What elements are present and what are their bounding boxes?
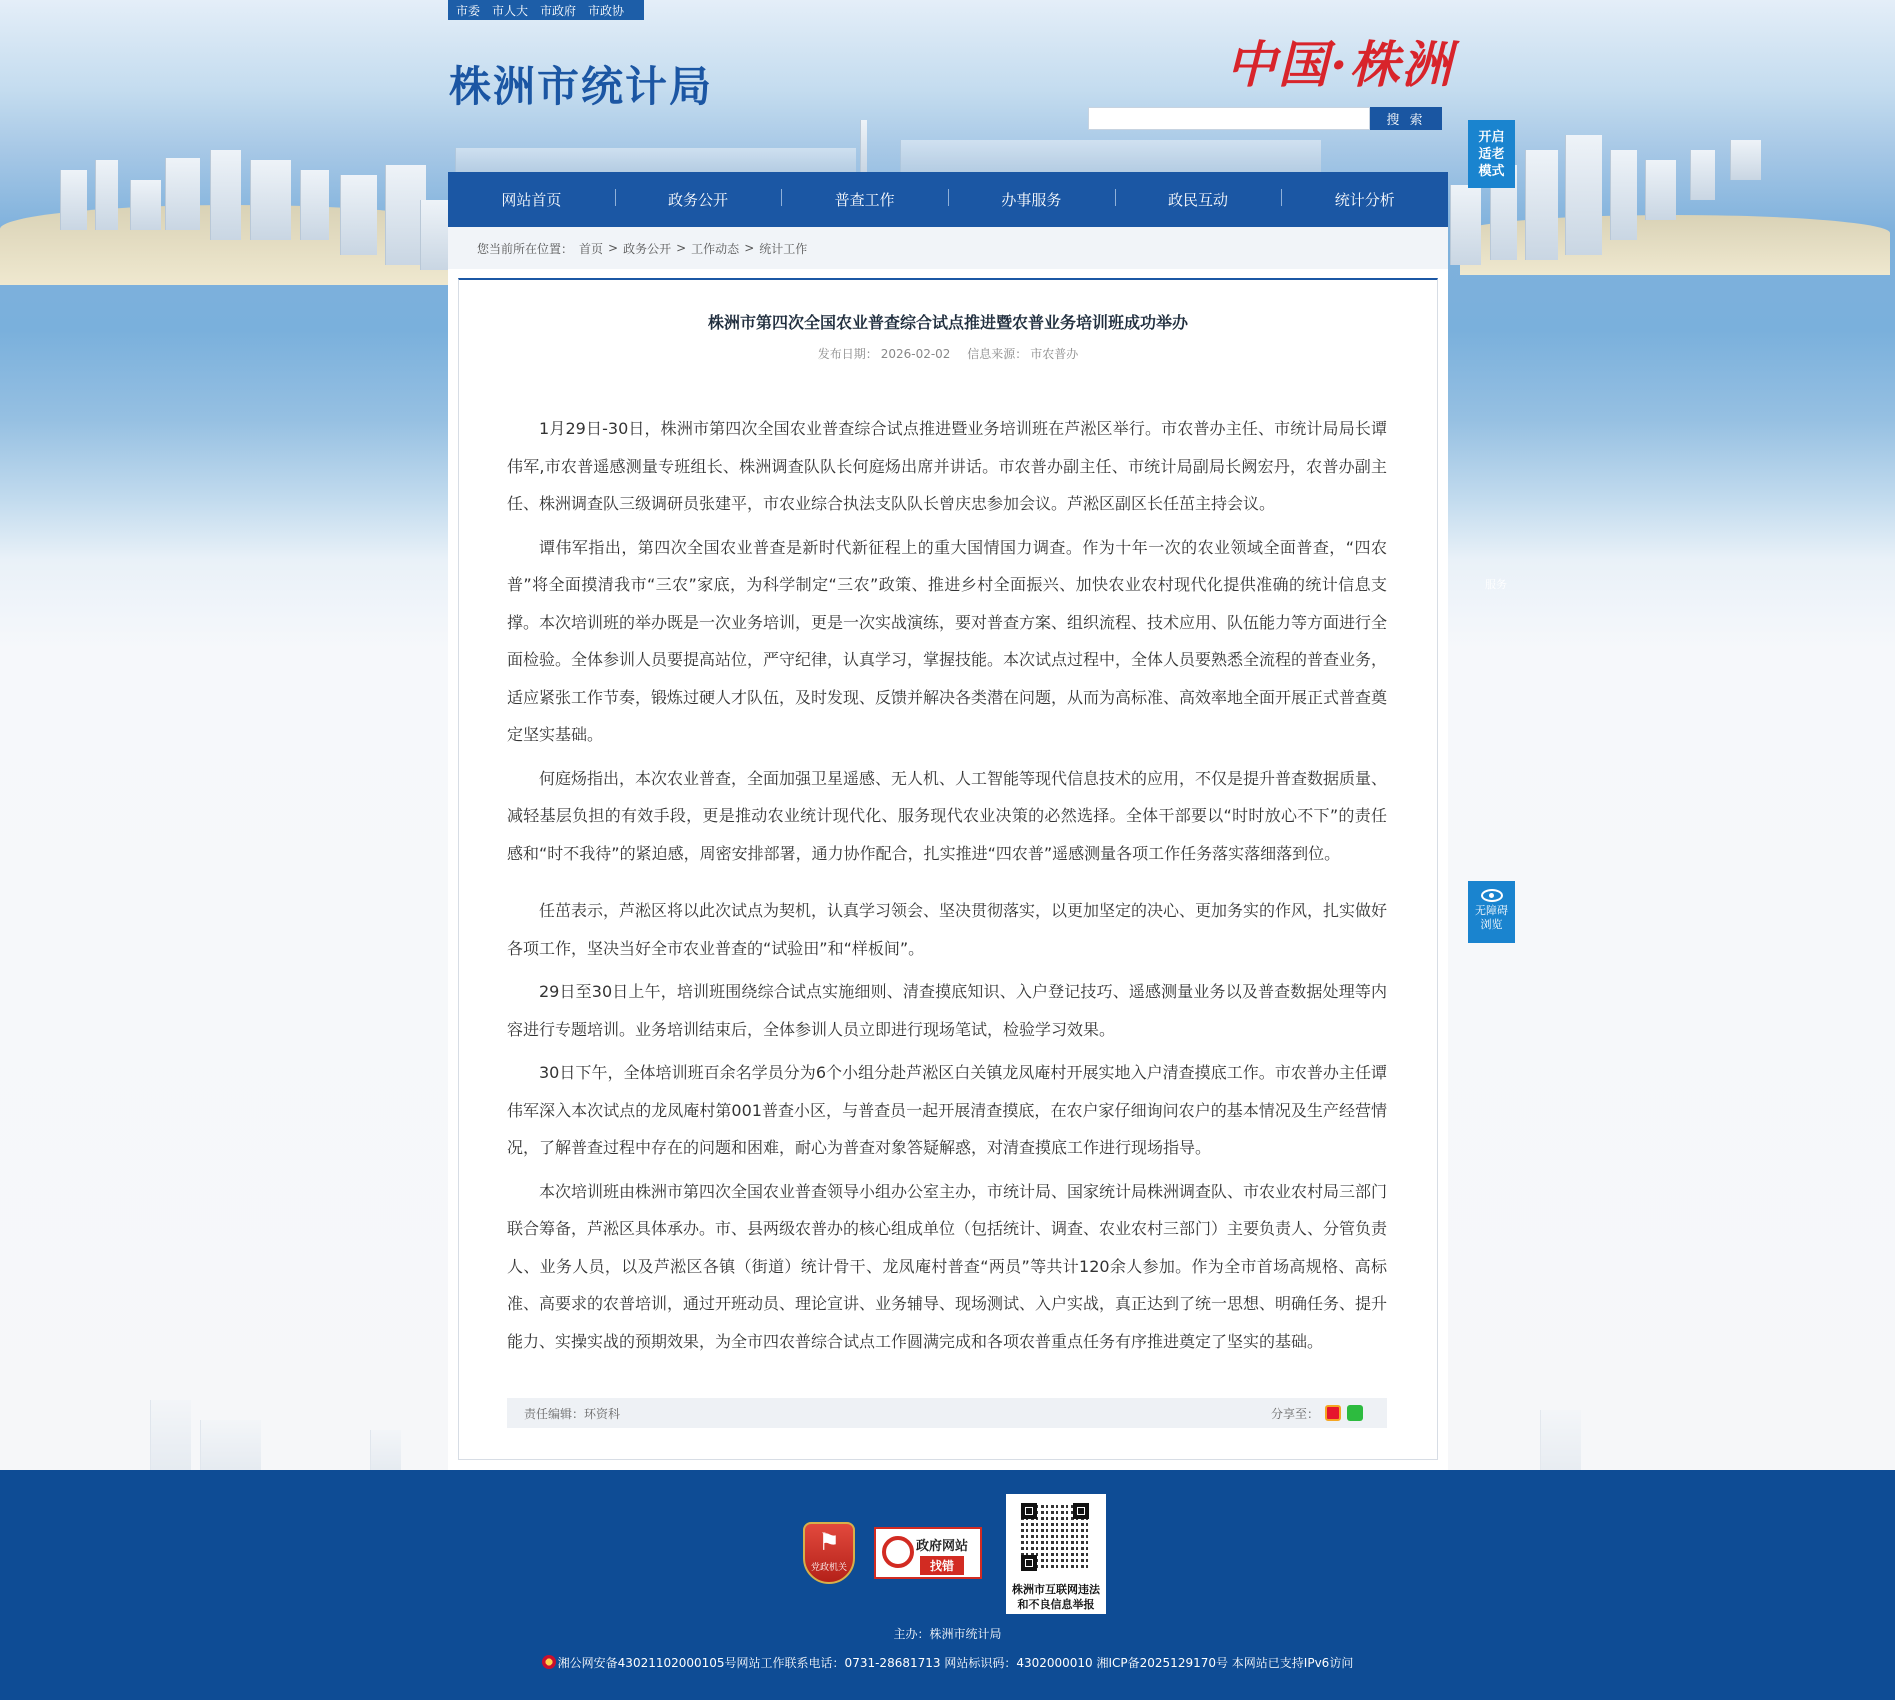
breadcrumb-separator: > <box>676 241 687 255</box>
elder-mode-label-3: 模式 <box>1478 164 1505 179</box>
publish-date: 2026-02-02 <box>880 347 951 361</box>
top-link-cppcc[interactable]: 市政协 <box>588 3 625 18</box>
editor-name: 环资科 <box>584 1406 621 1421</box>
emblem-icon: ⚑ <box>818 1528 840 1556</box>
top-links-bar <box>448 0 644 20</box>
qr-corner-icon <box>1021 1503 1037 1519</box>
editor-bar <box>507 1398 1387 1428</box>
article-paragraph: 1月29日-30日，株洲市第四次全国农业普查综合试点推进暨业务培训班在芦淞区举行。市农普办主任、市统计局局长谭伟军,市农普遥感测量专班组长、株洲调查队队长何庭炀出席并讲话。市农普办副主任、市统计局副局长阙宏丹，农普办副主任、株洲调查队三级调研员张建平，市农业综合执法支队队长曾庆忠参加会议。芦淞区副区长任茁主持会议。 <box>507 419 1387 513</box>
nav-government-affairs[interactable]: 政务公开 <box>615 189 782 210</box>
breadcrumb-separator: > <box>608 241 619 255</box>
top-link-government[interactable]: 市政府 <box>540 3 577 18</box>
elder-mode-label-2: 适老 <box>1478 147 1505 162</box>
nav-statistical-analysis[interactable]: 统计分析 <box>1281 189 1448 210</box>
article-body <box>507 410 1387 1366</box>
qr-corner-icon <box>1021 1555 1037 1571</box>
wechat-share-icon[interactable] <box>1347 1405 1363 1421</box>
qr-caption <box>1006 1582 1106 1612</box>
article-paragraph: 任茁表示，芦淞区将以此次试点为契机，认真学习领会、坚决贯彻落实，以更加坚定的决心、更加务实的作风，扎实做好各项工作，坚决当好全市农业普查的“试验田”和“样板间”。 <box>507 901 1388 958</box>
find-error-badge[interactable] <box>874 1527 982 1579</box>
brand-calligraphy: 中国·株洲 <box>1226 35 1454 94</box>
nav-services[interactable]: 办事服务 <box>948 189 1115 210</box>
share-area <box>1271 1405 1363 1422</box>
report-qr-code[interactable] <box>1006 1494 1106 1614</box>
qr-caption-line1: 株洲市互联网违法 <box>1012 1583 1100 1596</box>
find-error-line1: 政府网站 <box>916 1539 969 1554</box>
source-label: 信息来源： <box>967 347 1028 361</box>
breadcrumb-government-affairs[interactable]: 政务公开 <box>623 241 672 256</box>
editor-label: 责任编辑： <box>524 1406 585 1421</box>
police-badge-icon <box>542 1655 556 1669</box>
source: 市农普办 <box>1030 347 1079 361</box>
nav-interaction[interactable]: 政民互动 <box>1115 189 1282 210</box>
footer-license <box>0 1654 1895 1671</box>
qr-corner-icon <box>1073 1503 1089 1519</box>
top-link-party-committee[interactable]: 市委 <box>456 3 481 18</box>
article-paragraph: 谭伟军指出，第四次全国农业普查是新时代新征程上的重大国情国力调查。作为十年一次的农业领域全面普查，“四农普”将全面摸清我市“三农”家底，为科学制定“三农”政策、推进乡村全面振兴、加快农业农村现代化提供准确的统计信息支撑。本次培训班的举办既是一次业务培训，更是一次实战演练，要对普查方案、组织流程、技术应用、队伍能力等方面进行全面检验。全体参训人员要提高站位，严守纪律，认真学习，掌握技能。本次试点过程中，全体人员要熟悉全流程的普查业务，适应紧张工作节奏，锻炼过硬人才队伍，及时发现、反馈并解决各类潜在问题，从而为高标准、高效率地全面开展正式普查奠定坚实基础。 <box>507 537 1388 744</box>
article-title: 株洲市第四次全国农业普查综合试点推进暨农普业务培训班成功举办 <box>707 313 1188 332</box>
badge-text: 党政机关 <box>810 1563 847 1573</box>
footer <box>0 1470 1895 1700</box>
weibo-share-icon[interactable] <box>1325 1405 1341 1421</box>
breadcrumb-work-news[interactable]: 工作动态 <box>691 241 740 256</box>
article-meta <box>448 345 1448 362</box>
find-error-line2: 找错 <box>920 1556 964 1575</box>
breadcrumb-label: 您当前所在位置： <box>477 241 574 256</box>
article-paragraph: 29日至30日上午，培训班围绕综合试点实施细则、清查摸底知识、入户登记技巧、遥感测量业务以及普查数据处理等内容进行专题培训。业务培训结束后，全体参训人员立即进行现场笔试，检验学习效果。 <box>507 982 1387 1039</box>
eye-icon <box>1481 889 1503 902</box>
search-input[interactable] <box>1088 107 1370 130</box>
accessible-label-1: 无障碍 <box>1475 904 1508 917</box>
nav-home[interactable]: 网站首页 <box>501 191 562 209</box>
article-paragraph: 本次培训班由株洲市第四次全国农业普查领导小组办公室主办，市统计局、国家统计局株洲调查队、市农业农村局三部门联合筹备，芦淞区具体承办。市、县两级农普办的核心组成单位（包括统计、调查、农业农村三部门）主要负责人、分管负责人、业务人员，以及芦淞区各镇（街道）统计骨干、龙凤庵村普查“两员”等共计120余人参加。作为全市首场高规格、高标准、高要求的农普培训，通过开班动员、理论宣讲、业务辅导、现场测试、入户实战，真正达到了统一思想、明确任务、提升能力、实操实战的预期效果，为全市四农普综合试点工作圆满完成和各项农普重点任务有序推进奠定了坚实的基础。 <box>507 1181 1388 1351</box>
breadcrumb <box>448 227 1448 269</box>
search-button[interactable]: 搜 索 <box>1370 107 1442 130</box>
main-nav <box>448 172 1448 227</box>
site-title[interactable]: 株洲市统计局 <box>449 62 714 111</box>
accessible-label-2: 浏览 <box>1480 918 1503 931</box>
party-gov-badge[interactable] <box>803 1522 855 1584</box>
footer-host: 主办：株洲市统计局 <box>893 1627 1002 1641</box>
elder-mode-button[interactable] <box>1468 120 1515 188</box>
breadcrumb-home[interactable]: 首页 <box>579 241 604 256</box>
date-label: 发布日期： <box>817 347 878 361</box>
search-bar <box>1088 107 1448 130</box>
side-small-label: 服务 <box>1485 578 1507 591</box>
magnifier-icon <box>882 1536 914 1568</box>
qr-caption-line2: 和不良信息举报 <box>1017 1598 1095 1611</box>
breadcrumb-statistical-work[interactable]: 统计工作 <box>759 241 808 256</box>
article-paragraph: 30日下午，全体培训班百余名学员分为6个小组分赴芦淞区白关镇龙凤庵村开展实地入户清查摸底工作。市农普办主任谭伟军深入本次试点的龙凤庵村第001普查小区，与普查员一起开展清查摸底，在农户家仔细询问农户的基本情况及生产经营情况，了解普查过程中存在的问题和困难，耐心为普查对象答疑解惑，对清查摸底工作进行现场指导。 <box>507 1063 1387 1157</box>
article-paragraph: 何庭炀指出，本次农业普查，全面加强卫星遥感、无人机、人工智能等现代信息技术的应用，不仅是提升普查数据质量、减轻基层负担的有效手段，更是推动农业统计现代化、服务现代农业决策的必然选择。全体干部要以“时时放心不下”的责任感和“时不我待”的紧迫感，周密安排部署，通力协作配合，扎实推进“四农普”遥感测量各项工作任务落实落细落到位。 <box>507 768 1388 863</box>
nav-census-work[interactable]: 普查工作 <box>781 189 948 210</box>
accessible-browse-button[interactable] <box>1468 881 1515 943</box>
elder-mode-label-1: 开启 <box>1478 130 1505 145</box>
share-label: 分享至： <box>1270 1406 1319 1421</box>
top-link-peoples-congress[interactable]: 市人大 <box>492 3 529 18</box>
footer-license-text[interactable]: 湘公网安备43021102000105号网站工作联系电话：0731-28681713 网站标识码：4302000010 湘ICP备2025129170号 本网站已支持IPv6访问 <box>557 1656 1354 1670</box>
breadcrumb-separator: > <box>744 241 755 255</box>
